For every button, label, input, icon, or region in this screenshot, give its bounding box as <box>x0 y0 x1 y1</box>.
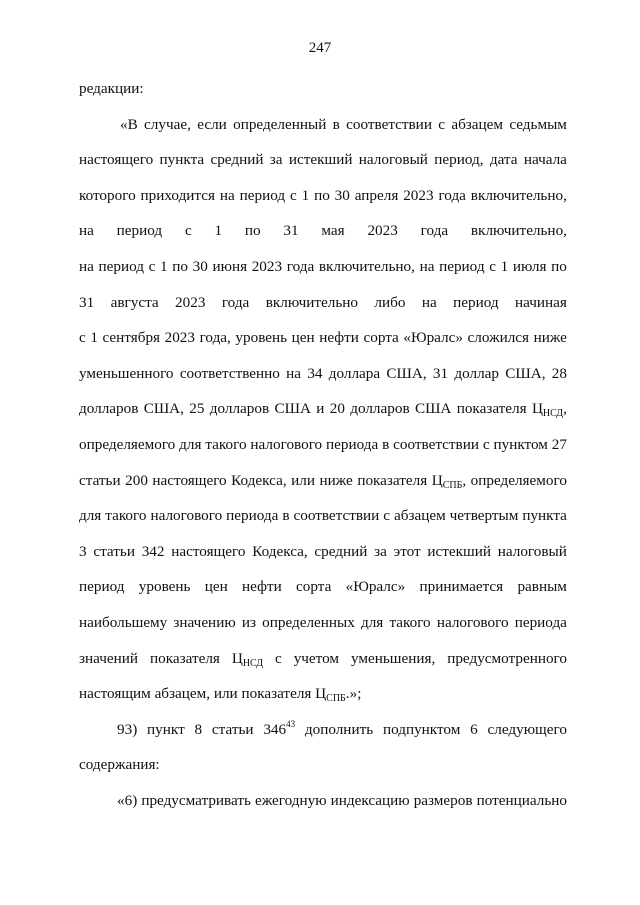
word: периода <box>226 507 279 525</box>
word: равным <box>517 578 567 596</box>
text-line <box>79 427 567 463</box>
word: пункт <box>147 720 185 738</box>
word: наибольшему <box>79 613 168 631</box>
word: включительно, <box>318 257 415 275</box>
word: период <box>116 222 163 240</box>
word: долларов <box>350 400 410 418</box>
word: индексацию <box>330 791 410 809</box>
word: «Юралс» <box>403 329 463 347</box>
word: 342 <box>141 542 165 560</box>
word: США, <box>386 364 427 382</box>
text-line-with-subscript <box>79 676 567 712</box>
word: абзацем <box>394 507 446 525</box>
word: года <box>438 186 466 204</box>
word: 93) <box>117 720 138 738</box>
word: по <box>551 257 567 275</box>
word: с <box>148 257 156 275</box>
word: с <box>184 222 192 240</box>
word: 1 <box>214 222 223 240</box>
word: период <box>98 257 144 275</box>
word: нефти <box>319 329 359 347</box>
word: США <box>414 400 452 418</box>
word: средний <box>210 151 264 169</box>
word: 27 <box>551 435 567 453</box>
word: 1 <box>160 257 168 275</box>
word: «В <box>120 115 138 133</box>
word: по <box>172 257 188 275</box>
word: средний <box>314 542 368 560</box>
word: 2023 <box>403 186 434 204</box>
text-line-with-subscript <box>79 641 567 677</box>
word: года <box>221 293 250 311</box>
word: $Ц_{СПБ}$, <box>431 471 467 491</box>
word: 2023 <box>251 257 283 275</box>
word: доллар <box>454 364 500 382</box>
word: сорта <box>296 578 332 596</box>
word: значений <box>79 649 139 667</box>
page-number: 247 <box>308 40 332 56</box>
word: за <box>374 542 387 560</box>
word: мая <box>321 222 345 240</box>
word: налогового <box>250 435 323 453</box>
word: определяемого <box>470 471 567 489</box>
word: налоговый <box>358 151 428 169</box>
text-line <box>79 320 567 356</box>
word: 31 <box>79 293 95 311</box>
text-line <box>79 356 567 392</box>
word: из <box>241 613 256 631</box>
word: период, <box>434 151 484 169</box>
word: 1 <box>90 329 98 347</box>
document-body <box>79 71 567 818</box>
word: размеров <box>413 791 473 809</box>
word: если <box>197 115 227 133</box>
word: на <box>79 222 94 240</box>
word: определенный <box>233 115 327 133</box>
word: периода <box>514 613 567 631</box>
word: либо <box>374 293 406 311</box>
word: четвертым <box>449 507 519 525</box>
word: для <box>179 435 202 453</box>
word: $Ц_{НСД}$ <box>231 649 264 669</box>
word: нефти <box>242 578 282 596</box>
word: 31 <box>283 222 299 240</box>
word: предусмотренного <box>447 649 567 667</box>
word: случае, <box>144 115 191 133</box>
word: соответствии <box>393 435 479 453</box>
word: с <box>79 329 86 347</box>
text-line <box>79 213 567 249</box>
text-line <box>79 605 567 641</box>
word: приходится <box>140 186 215 204</box>
word: «Юралс» <box>345 578 406 596</box>
word: начала <box>523 151 567 169</box>
word: с <box>482 435 490 453</box>
word: этот <box>393 542 421 560</box>
word: с <box>289 186 297 204</box>
paragraph-first-line <box>79 783 567 819</box>
subscript: СПБ <box>442 479 463 491</box>
word: период <box>239 186 286 204</box>
word: включительно <box>265 293 358 311</box>
word: соответствии <box>293 507 380 525</box>
word: статьи <box>93 542 135 560</box>
word: учетом <box>293 649 340 667</box>
word: за <box>269 151 283 169</box>
word: период <box>79 578 125 596</box>
word: июня <box>212 257 248 275</box>
word: соответствии <box>346 115 432 133</box>
text-line <box>79 569 567 605</box>
subscript: СПБ <box>326 693 346 705</box>
word: августа <box>110 293 159 311</box>
text-line <box>79 285 567 321</box>
word: на <box>419 257 435 275</box>
word: уменьшения, <box>350 649 436 667</box>
text-line: редакции: <box>79 80 144 97</box>
word: доллара <box>328 364 381 382</box>
word: США <box>274 400 311 418</box>
word: на <box>421 293 437 311</box>
word: определенных <box>262 613 355 631</box>
text-line: содержания: <box>79 756 160 774</box>
word: США, <box>143 400 184 418</box>
word: такого <box>389 613 431 631</box>
word: цен <box>291 329 315 347</box>
word: 1 <box>500 257 509 275</box>
word: дата <box>489 151 518 169</box>
word: налогового <box>150 507 223 525</box>
text-line-with-subscript <box>79 391 567 427</box>
word: дополнить <box>304 720 374 738</box>
word: ежегодную <box>254 791 327 809</box>
word: июля <box>512 257 547 275</box>
word: 200 <box>125 471 148 489</box>
word: уровень <box>138 578 191 596</box>
word: 20 <box>329 400 345 418</box>
word: период <box>453 293 499 311</box>
word: 31 <box>432 364 449 382</box>
subscript: НСД <box>242 657 264 669</box>
word: «6) <box>117 791 138 809</box>
word: налоговый <box>497 542 567 560</box>
word: в <box>382 435 390 453</box>
word: подпунктом <box>382 720 461 738</box>
word: следующего <box>487 720 567 738</box>
word: такого <box>105 507 147 525</box>
word: потенциально <box>476 791 567 809</box>
word: предусматривать <box>141 791 251 809</box>
word: с <box>489 257 496 275</box>
word: 6 <box>470 720 478 738</box>
word: апреля <box>354 186 399 204</box>
word: истекший <box>288 151 353 169</box>
word: пунктом <box>493 435 548 453</box>
word: на <box>79 257 94 275</box>
word: истекший <box>427 542 491 560</box>
word: уровень <box>235 329 288 347</box>
word: абзацем <box>451 115 504 133</box>
word: для <box>79 507 102 525</box>
word: Кодекса, <box>231 471 287 489</box>
word: $346^{43}$ <box>263 718 296 738</box>
word: соответственно <box>179 364 280 382</box>
word: на <box>286 364 302 382</box>
word: показателя <box>357 471 428 489</box>
word: Кодекса, <box>252 542 308 560</box>
word: принимается <box>419 578 504 596</box>
word: настоящего <box>79 151 154 169</box>
word: уменьшенного <box>79 364 174 382</box>
word: по <box>314 186 330 204</box>
word: 25 <box>189 400 205 418</box>
word: на <box>219 186 235 204</box>
word: начиная <box>515 293 567 311</box>
word: седьмым <box>509 115 567 133</box>
word: статьи <box>79 471 121 489</box>
word: 2023 <box>164 329 195 347</box>
word: налогового <box>436 613 509 631</box>
word: показателя <box>149 649 220 667</box>
word: ниже <box>533 329 567 347</box>
superscript: 43 <box>286 718 296 729</box>
word: значению <box>173 613 236 631</box>
word: долларов <box>209 400 270 418</box>
word: 30 <box>192 257 208 275</box>
word: определяемого <box>79 435 176 453</box>
word: и <box>316 400 325 418</box>
text-line <box>79 178 567 214</box>
text-line <box>79 249 567 285</box>
word: $Ц_{НСД}$, <box>531 400 567 420</box>
word: настоящего <box>171 542 246 560</box>
word: показателя <box>456 400 527 418</box>
paragraph-first-line <box>79 107 567 143</box>
word: года, <box>199 329 231 347</box>
word: пункта <box>159 151 205 169</box>
text-line <box>79 534 567 570</box>
word: настоящего <box>152 471 227 489</box>
word: с <box>274 649 282 667</box>
word: 8 <box>194 720 203 738</box>
word: США, <box>505 364 546 382</box>
word: по <box>244 222 261 240</box>
word: года <box>420 222 449 240</box>
word: такого <box>205 435 247 453</box>
word: 28 <box>551 364 567 382</box>
word: сложился <box>467 329 530 347</box>
word: или <box>291 471 315 489</box>
word: сентября <box>102 329 161 347</box>
word: 30 <box>334 186 350 204</box>
text-line-with-subscript <box>79 463 567 499</box>
word: статьи <box>211 720 254 738</box>
word: период <box>439 257 485 275</box>
word: которого <box>79 186 136 204</box>
word: включительно, <box>470 186 567 204</box>
word: долларов <box>79 400 139 418</box>
word: с <box>438 115 446 133</box>
word: 2023 <box>367 222 398 240</box>
text-fragment: настоящим абзацем, или показателя Ц <box>79 685 327 703</box>
word: периода <box>326 435 379 453</box>
text-line <box>79 498 567 534</box>
subscript: НСД <box>542 408 564 420</box>
word: 3 <box>79 542 87 560</box>
word: года <box>286 257 315 275</box>
word: цен <box>204 578 228 596</box>
word: в <box>332 115 340 133</box>
word: для <box>360 613 384 631</box>
word: пункта <box>522 507 567 525</box>
text-line <box>79 142 567 178</box>
word: с <box>383 507 391 525</box>
text-fragment: .»; <box>345 685 362 703</box>
paragraph-first-line <box>79 712 567 748</box>
word: 34 <box>307 364 323 382</box>
word: ниже <box>319 471 353 489</box>
word: в <box>282 507 290 525</box>
word: 2023 <box>175 293 206 311</box>
word: сорта <box>363 329 399 347</box>
word: 1 <box>301 186 310 204</box>
word: включительно, <box>470 222 567 240</box>
